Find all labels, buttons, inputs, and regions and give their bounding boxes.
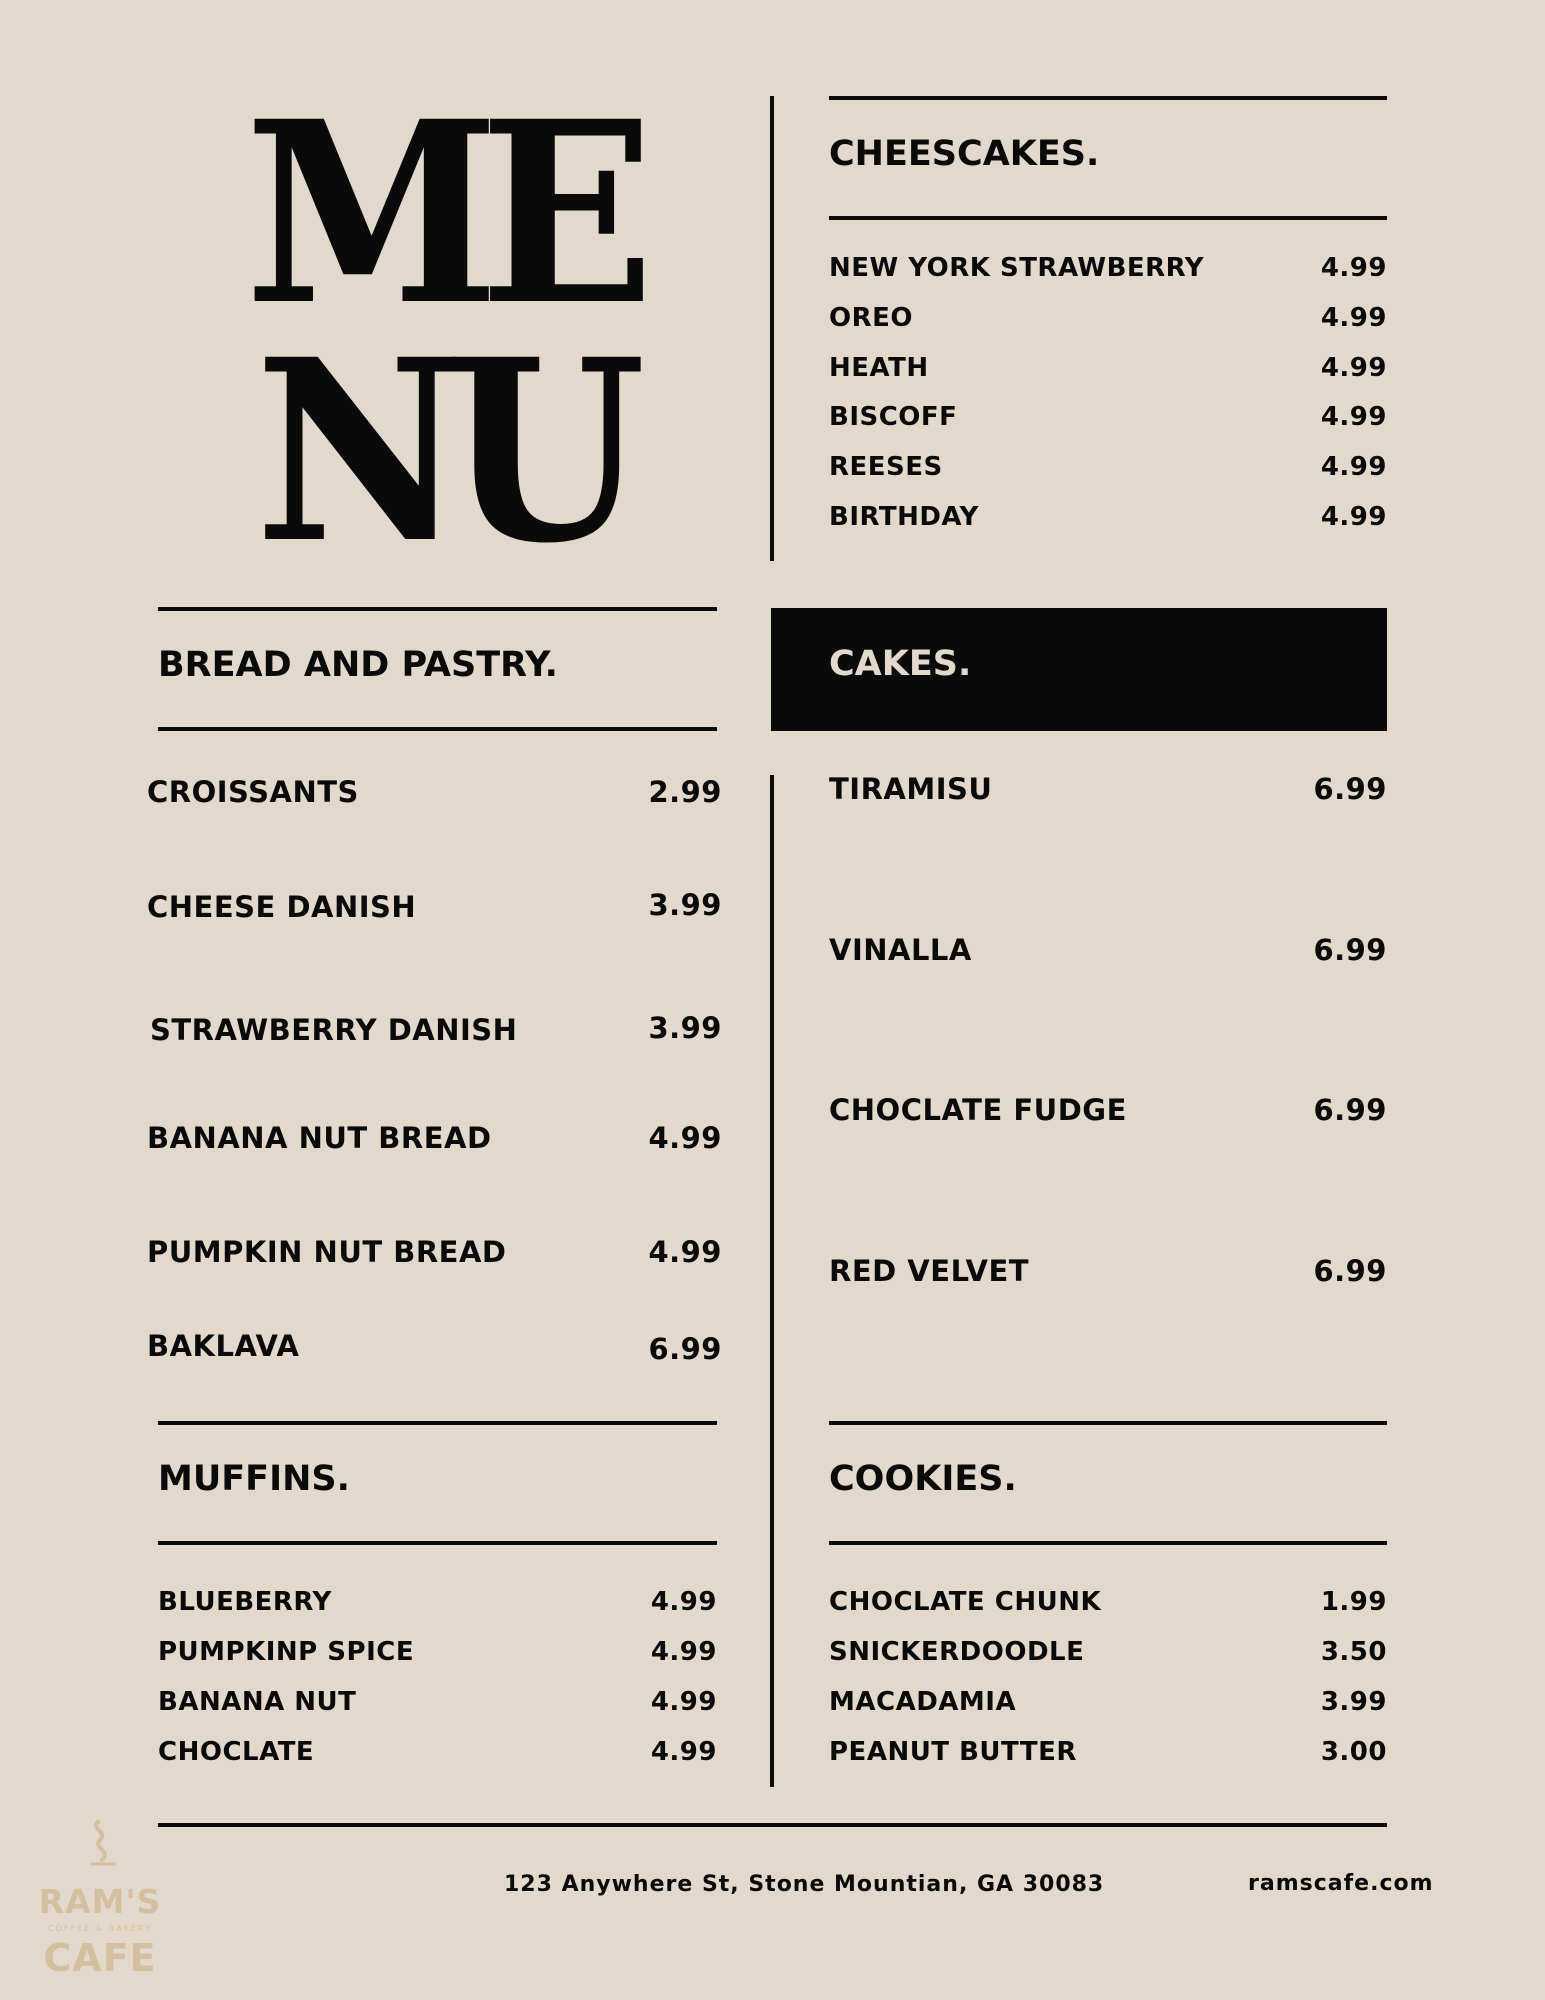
- cookies-title: COOKIES.: [829, 1459, 1017, 1499]
- muffin-item-name: BANANA NUT: [158, 1687, 357, 1717]
- cookie-item-price: 3.00: [1320, 1737, 1387, 1767]
- menu-title-line-1: ME: [245, 66, 635, 360]
- muffins-title: MUFFINS.: [158, 1459, 350, 1499]
- cake-item-price: 6.99: [1313, 772, 1387, 806]
- bread-item-price: 3.99: [648, 1011, 722, 1045]
- muffin-item-name: BLUEBERRY: [158, 1587, 332, 1617]
- cookie-item-price: 1.99: [1320, 1587, 1387, 1617]
- cookie-item-name: SNICKERDOODLE: [829, 1637, 1085, 1667]
- bread-item-price: 6.99: [648, 1332, 722, 1366]
- cookies-bottom-rule: [829, 1541, 1387, 1545]
- muffin-item-price: 4.99: [650, 1637, 717, 1667]
- cake-item-name: VINALLA: [829, 933, 972, 967]
- muffin-item-price: 4.99: [650, 1687, 717, 1717]
- cheesecake-item-name: OREO: [829, 303, 913, 333]
- bread-item-name: CHEESE DANISH: [147, 890, 417, 924]
- bread-pastry-title: BREAD AND PASTRY.: [158, 645, 558, 685]
- cake-item-name: CHOCLATE FUDGE: [829, 1093, 1127, 1127]
- cheesecakes-top-rule: [829, 96, 1387, 100]
- bread-item-price: 4.99: [648, 1235, 722, 1269]
- cheesecake-item-price: 4.99: [1320, 253, 1387, 283]
- cake-item-price: 6.99: [1313, 1093, 1387, 1127]
- muffin-item-price: 4.99: [650, 1587, 717, 1617]
- cakes-title: CAKES.: [829, 644, 972, 684]
- bread-item-price: 3.99: [648, 888, 722, 922]
- cheesecakes-title: CHEESCAKES.: [829, 134, 1100, 174]
- cake-item-name: RED VELVET: [829, 1254, 1030, 1288]
- muffin-item-name: CHOCLATE: [158, 1737, 315, 1767]
- bread-top-rule: [158, 607, 717, 611]
- rams-cafe-logo: [30, 1820, 170, 1990]
- cake-item-price: 6.99: [1313, 933, 1387, 967]
- footer-website: ramscafe.com: [1248, 1871, 1434, 1896]
- cheesecake-item-name: NEW YORK STRAWBERRY: [829, 253, 1205, 283]
- footer-rule: [158, 1823, 1387, 1827]
- cheesecake-item-name: BIRTHDAY: [829, 502, 979, 532]
- muffins-top-rule: [158, 1421, 717, 1425]
- muffin-item-price: 4.99: [650, 1737, 717, 1767]
- muffins-bottom-rule: [158, 1541, 717, 1545]
- logo-line-1: RAM'S: [38, 1882, 162, 1921]
- bread-item-name: BANANA NUT BREAD: [147, 1121, 492, 1155]
- cookie-item-price: 3.50: [1320, 1637, 1387, 1667]
- cookies-top-rule: [829, 1421, 1387, 1425]
- steam-icon: [30, 1820, 170, 1870]
- bread-item-name: BAKLAVA: [147, 1329, 300, 1363]
- bread-bottom-rule: [158, 727, 717, 731]
- cheesecake-item-price: 4.99: [1320, 353, 1387, 383]
- cheesecake-item-price: 4.99: [1320, 402, 1387, 432]
- footer-address: 123 Anywhere St, Stone Mountian, GA 30083: [504, 1872, 1105, 1897]
- cookie-item-name: MACADAMIA: [829, 1687, 1017, 1717]
- bottom-column-divider: [770, 775, 774, 1787]
- cookie-item-price: 3.99: [1320, 1687, 1387, 1717]
- cheesecake-item-price: 4.99: [1320, 502, 1387, 532]
- cheesecake-item-price: 4.99: [1320, 452, 1387, 482]
- logo-line-2: CAFE: [43, 1936, 157, 1980]
- cheesecake-item-name: BISCOFF: [829, 402, 958, 432]
- bread-item-name: PUMPKIN NUT BREAD: [147, 1235, 507, 1269]
- cookie-item-name: CHOCLATE CHUNK: [829, 1587, 1102, 1617]
- cake-item-name: TIRAMISU: [829, 772, 993, 806]
- muffin-item-name: PUMPKINP SPICE: [158, 1637, 415, 1667]
- logo-subtitle: COFFEE & BAKERY: [48, 1924, 152, 1933]
- bread-item-name: STRAWBERRY DANISH: [150, 1013, 518, 1047]
- bread-item-price: 4.99: [648, 1121, 722, 1155]
- cookie-item-name: PEANUT BUTTER: [829, 1737, 1077, 1767]
- bread-item-price: 2.99: [648, 775, 722, 809]
- cake-item-price: 6.99: [1313, 1254, 1387, 1288]
- cheesecake-item-name: REESES: [829, 452, 943, 482]
- cheesecake-item-name: HEATH: [829, 353, 929, 383]
- cheesecake-item-price: 4.99: [1320, 303, 1387, 333]
- menu-title-line-2: NU: [254, 304, 626, 598]
- top-column-divider: [770, 96, 774, 561]
- bread-item-name: CROISSANTS: [147, 775, 359, 809]
- cheesecakes-bottom-rule: [829, 216, 1387, 220]
